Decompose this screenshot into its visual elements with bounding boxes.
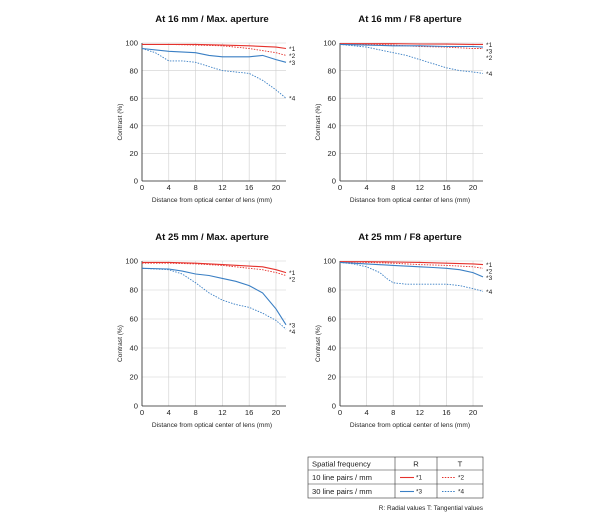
legend-table (308, 457, 483, 512)
y-tick-label: 20 (129, 149, 138, 159)
series-end-label: *1 (289, 270, 296, 278)
x-tick-label: 12 (415, 183, 425, 192)
series-line-3 (340, 262, 483, 277)
legend-header-t: T (457, 459, 463, 469)
y-tick-label: 0 (331, 176, 336, 186)
legend-row-label: 10 line pairs / mm (312, 473, 372, 482)
y-axis-label: Contrast (%) (315, 324, 322, 363)
legend-header-r: R (413, 459, 419, 469)
mtf-chart-3 (117, 232, 296, 429)
series-line-4 (142, 268, 286, 329)
chart-title: At 25 mm / F8 aperture (358, 232, 462, 243)
y-tick-label: 40 (129, 121, 138, 131)
x-tick-label: 4 (364, 408, 369, 417)
y-axis-label: Contrast (%) (117, 103, 124, 141)
y-tick-label: 100 (125, 256, 138, 266)
y-tick-label: 100 (323, 256, 336, 266)
series-line-1 (142, 44, 286, 48)
legend-swatches (400, 475, 464, 496)
x-tick-label: 8 (391, 408, 396, 417)
y-tick-label: 40 (327, 121, 336, 131)
x-tick-label: 12 (218, 183, 227, 192)
y-tick-label: 80 (129, 285, 138, 295)
y-tick-label: 100 (125, 38, 138, 48)
y-tick-label: 0 (133, 176, 138, 186)
x-tick-label: 16 (244, 183, 254, 192)
series-end-label: *4 (289, 328, 296, 336)
series-end-label: *3 (289, 322, 296, 330)
series-end-label: *2 (289, 52, 296, 60)
series-end-label: *1 (486, 262, 493, 270)
x-tick-label: 20 (271, 183, 281, 192)
mtf-chart-2 (315, 14, 493, 204)
series-end-label: *4 (289, 95, 296, 103)
x-tick-label: 0 (139, 408, 145, 417)
series-line-3 (142, 49, 286, 63)
y-tick-label: 40 (129, 343, 138, 353)
y-tick-label: 0 (133, 401, 138, 411)
series-end-label: *1 (486, 41, 493, 49)
x-tick-label: 16 (244, 408, 254, 417)
chart-title: At 16 mm / Max. aperture (155, 14, 269, 25)
legend-swatch-label: *4 (458, 488, 465, 496)
series-end-label: *3 (486, 48, 493, 56)
y-tick-label: 100 (323, 38, 336, 48)
legend-swatch-label: *1 (416, 474, 423, 482)
y-tick-label: 60 (327, 314, 336, 324)
x-tick-label: 4 (166, 408, 171, 417)
y-tick-label: 0 (331, 401, 336, 411)
legend-swatch-label: *3 (416, 488, 423, 496)
y-tick-label: 20 (327, 149, 336, 159)
x-tick-label: 20 (271, 408, 281, 417)
x-tick-label: 20 (468, 183, 478, 192)
series-line-1 (142, 262, 286, 272)
x-tick-label: 8 (193, 183, 198, 192)
y-axis-label: Contrast (%) (117, 324, 124, 363)
x-axis-label: Distance from optical center of lens (mm) (151, 422, 273, 429)
x-tick-label: 16 (442, 408, 451, 417)
x-tick-label: 4 (364, 183, 369, 192)
x-tick-label: 0 (337, 408, 343, 417)
x-tick-label: 8 (193, 408, 198, 417)
x-axis-label: Distance from optical center of lens (mm) (349, 197, 471, 204)
y-tick-label: 40 (327, 343, 336, 353)
series-line-1 (340, 44, 483, 45)
series-line-3 (142, 268, 286, 325)
y-tick-label: 20 (327, 372, 336, 382)
series-end-label: *2 (486, 54, 493, 62)
legend-note: R: Radial values T: Tangential values (378, 505, 483, 512)
x-axis-label: Distance from optical center of lens (mm) (151, 197, 273, 204)
y-tick-label: 80 (327, 285, 336, 295)
y-tick-label: 60 (327, 93, 336, 103)
mtf-chart-1 (117, 14, 296, 204)
series-end-label: *2 (289, 276, 296, 284)
series-end-label: *1 (289, 46, 296, 54)
legend-swatch-label: *2 (458, 474, 465, 482)
chart-title: At 25 mm / Max. aperture (155, 232, 269, 243)
series-end-label: *2 (486, 268, 493, 276)
x-tick-label: 20 (468, 408, 478, 417)
y-tick-label: 80 (327, 66, 336, 76)
y-tick-label: 60 (129, 93, 138, 103)
x-tick-label: 8 (391, 183, 396, 192)
x-tick-label: 12 (218, 408, 227, 417)
y-tick-label: 60 (129, 314, 138, 324)
series-end-label: *3 (289, 59, 296, 67)
x-axis-label: Distance from optical center of lens (mm) (349, 422, 471, 429)
x-tick-label: 0 (139, 183, 145, 192)
legend-header-label: Spatial frequency (312, 459, 371, 469)
y-tick-label: 20 (129, 372, 138, 382)
chart-grid (117, 14, 493, 429)
y-tick-label: 80 (129, 66, 138, 76)
x-tick-label: 0 (337, 183, 343, 192)
legend-row-label: 30 line pairs / mm (312, 487, 372, 496)
series-end-label: *4 (486, 288, 493, 296)
series-end-label: *4 (486, 70, 493, 78)
mtf-chart-4 (315, 232, 493, 429)
x-tick-label: 16 (442, 183, 451, 192)
x-tick-label: 12 (415, 408, 425, 417)
series-end-label: *3 (486, 275, 493, 283)
y-axis-label: Contrast (%) (315, 103, 322, 141)
series-line-4 (340, 44, 483, 73)
x-tick-label: 4 (166, 183, 171, 192)
chart-title: At 16 mm / F8 aperture (358, 14, 462, 25)
